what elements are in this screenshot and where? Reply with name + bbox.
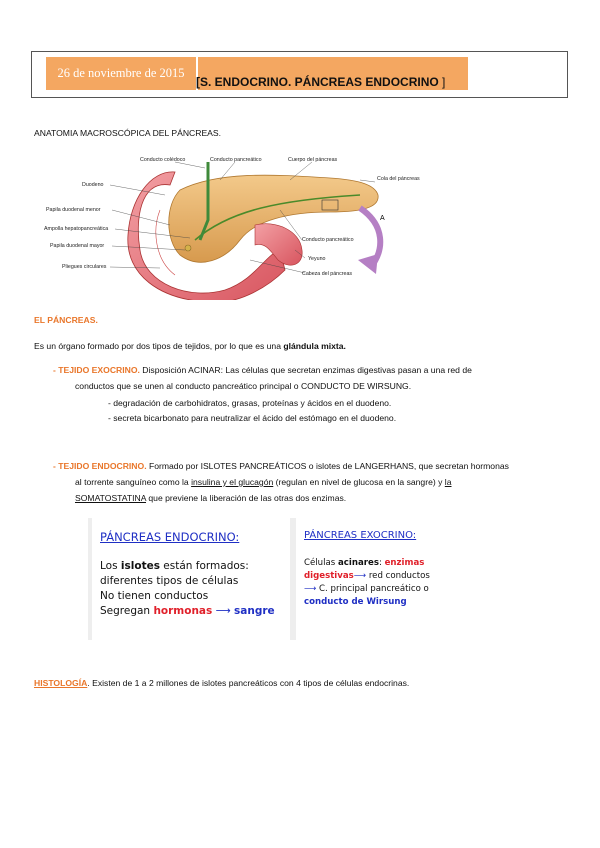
endocrine-box-line-1: Los islotes están formados: — [100, 560, 249, 572]
comparison-panel — [88, 518, 450, 640]
section-pancreas-title: EL PÁNCREAS. — [34, 315, 98, 325]
label-duodeno: Duodeno — [82, 182, 104, 188]
exocrine-box-line-3: ⟶ C. principal pancreático o — [304, 584, 429, 594]
label-ampolla: Ampolla hepatopancreática — [44, 226, 109, 232]
exocrine-box-line-2: digestivas⟶ red conductos — [304, 571, 430, 581]
label-coledoco: Conducto colédoco — [140, 157, 186, 163]
label-cola: Cola del páncreas — [377, 176, 420, 182]
exocrine-bullet-2: - secreta bicarbonato para neutralizar el ácido del estómago en el duodeno. — [108, 413, 397, 423]
endocrine-box-title: PÁNCREAS ENDOCRINO: — [100, 530, 240, 544]
label-A: A — [380, 215, 385, 222]
histology-line: HISTOLOGÍA. Existen de 1 a 2 millones de islotes pancreáticos con 4 tipos de células endocrinas. — [34, 678, 410, 688]
exocrine-bullet-1: - degradación de carbohidratos, grasas, proteínas y ácidos en el duodeno. — [108, 398, 392, 408]
section-anatomy-title: ANATOMIA MACROSCÓPICA DEL PÁNCREAS. — [34, 128, 222, 138]
pancreas-figure — [40, 150, 420, 300]
exocrine-line-2: conductos que se unen al conducto pancreático principal o CONDUCTO DE WIRSUNG. — [75, 381, 412, 391]
label-conducto-pancreatico-2: Conducto pancreático — [302, 237, 354, 243]
endocrine-box — [92, 518, 290, 640]
endocrine-box-line-3: No tienen conductos — [100, 590, 209, 602]
pancreas-intro: Es un órgano formado por dos tipos de tejidos, por lo que es una glándula mixta. — [34, 341, 346, 351]
endocrine-box-line-4: Segregan hormonas ⟶ sangre — [100, 605, 275, 617]
exocrine-box-line-4: conducto de Wirsung — [304, 597, 407, 607]
endocrine-box-line-2: diferentes tipos de células — [100, 575, 239, 587]
arrow-icon: ⟶ — [215, 605, 231, 617]
header-title: [S. ENDOCRINO. PÁNCREAS ENDOCRINO ] — [196, 75, 446, 89]
label-yeyuno: Yeyuno — [308, 256, 326, 262]
arrow-icon: ⟶ — [304, 584, 317, 594]
exocrine-box-title: PÁNCREAS EXOCRINO: — [304, 530, 417, 541]
label-cuerpo: Cuerpo del páncreas — [288, 157, 338, 163]
pancreas-illustration — [40, 150, 420, 300]
exocrine-box-line-1: Células acinares: enzimas — [304, 558, 425, 568]
endocrine-line-2: al torrente sanguíneo como la insulina y el glucagón (regulan en nivel de glucosa en la sangre) y la — [75, 477, 452, 487]
arrow-icon: ⟶ — [353, 571, 367, 581]
label-pliegues: Pliegues circulares — [62, 264, 107, 270]
label-cabeza: Cabeza del páncreas — [302, 271, 353, 277]
endocrine-line-3: SOMATOSTATINA que previene la liberación de las otras dos enzimas. — [75, 493, 347, 503]
exocrine-box — [296, 518, 450, 640]
label-papila-mayor: Papila duodenal mayor — [50, 243, 105, 249]
label-conducto-pancreatico: Conducto pancreático — [210, 157, 262, 163]
exocrine-line-1: - TEJIDO EXOCRINO. Disposición ACINAR: Las células que secretan enzimas digestivas pasan a una red de — [53, 365, 472, 375]
header-date: 26 de noviembre de 2015 — [46, 57, 196, 90]
endocrine-line-1: - TEJIDO ENDOCRINO. Formado por ISLOTES PANCREÁTICOS o islotes de LANGERHANS, que secretan hormonas — [53, 461, 509, 471]
label-papila-menor: Papila duodenal menor — [46, 207, 101, 213]
